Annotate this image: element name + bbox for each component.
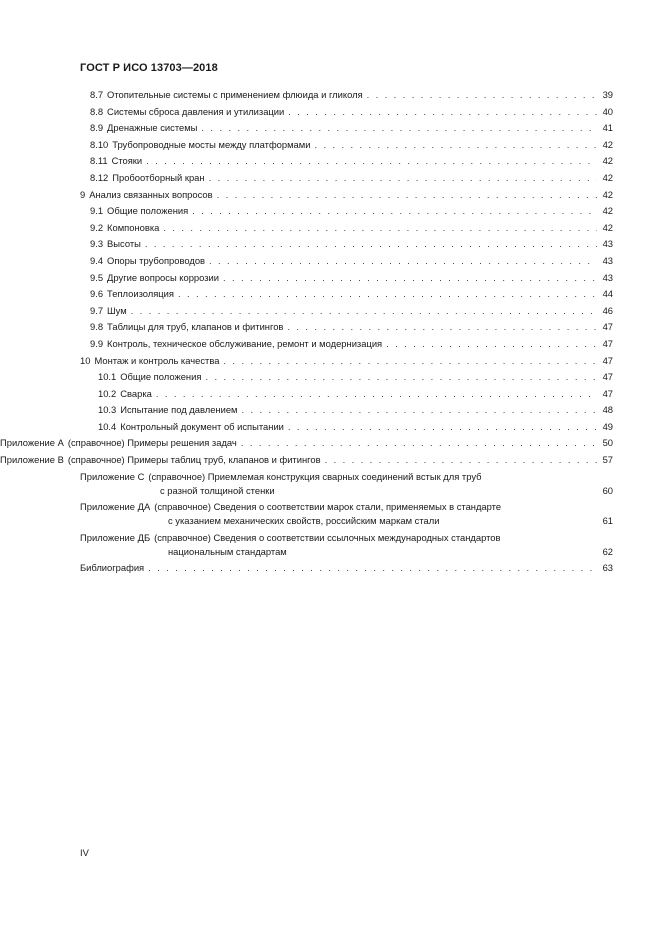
toc-page-number: 43 — [602, 271, 613, 283]
toc-entry-title: Дренажные системы — [107, 122, 198, 134]
toc-entry-first-line — [80, 531, 613, 545]
toc-entry-title: Общие положения — [120, 371, 202, 383]
toc-page-number: 46 — [602, 304, 613, 316]
toc-entry-number: 8.12 — [90, 171, 109, 183]
toc-entry[interactable] — [0, 370, 661, 384]
toc-entry-number: 8.10 — [90, 138, 109, 150]
toc-entry-number: 9.9 — [90, 337, 104, 349]
toc-entry[interactable] — [0, 420, 661, 434]
toc-entry[interactable] — [0, 354, 661, 368]
toc-page-number: 50 — [602, 437, 613, 449]
toc-page-number: 42 — [602, 205, 613, 217]
toc-entry[interactable] — [0, 188, 661, 202]
toc-page-number: 60 — [602, 484, 613, 496]
toc-entry-label — [80, 354, 219, 368]
toc-entry-label — [98, 420, 284, 434]
toc-entry-label — [90, 204, 188, 218]
toc-entry[interactable] — [0, 304, 661, 318]
leader-dots — [242, 403, 598, 417]
toc-entry-number: 8.11 — [90, 155, 108, 167]
toc-page-number: 42 — [602, 221, 613, 233]
toc-entry-title: (справочное) Приемлемая конструкция сварных соединений встык для труб — [148, 470, 482, 482]
toc-page-number: 47 — [602, 371, 613, 383]
toc-entry-appendix[interactable] — [0, 531, 661, 559]
toc-page-number: 47 — [602, 337, 613, 349]
leader-dots — [223, 354, 597, 368]
toc-entry-label — [80, 188, 213, 202]
toc-entry[interactable] — [0, 387, 661, 401]
leader-dots — [288, 420, 597, 434]
toc-entry-title: Теплоизоляция — [107, 288, 174, 300]
toc-page-number: 43 — [602, 238, 613, 250]
toc-page-number: 43 — [602, 254, 613, 266]
toc-page-number: 48 — [602, 404, 613, 416]
toc-entry-label — [90, 337, 382, 351]
leader-dots — [148, 561, 597, 575]
toc-entry-number: 9.4 — [90, 254, 104, 266]
toc-entry[interactable] — [0, 403, 661, 417]
page-number: IV — [80, 847, 89, 858]
toc-page-number: 61 — [602, 515, 613, 527]
toc-entry-title-cont: национальным стандартам — [168, 545, 287, 557]
toc-entry-title: Системы сброса давления и утилизации — [107, 105, 285, 117]
toc-page-number: 42 — [602, 138, 613, 150]
toc-entry-number: Приложение ДА — [80, 501, 151, 513]
toc-entry-number: 9.2 — [90, 221, 104, 233]
leader-dots — [314, 138, 597, 152]
toc-page-number: 41 — [602, 122, 613, 134]
toc-entry-title: Контрольный документ об испытании — [120, 420, 284, 432]
toc-entry-title-cont: с указанием механических свойств, российским маркам стали — [168, 515, 440, 527]
toc-entry-continuation — [80, 484, 613, 498]
leader-dots — [201, 121, 597, 135]
toc-entry-number: Приложение В — [0, 454, 64, 466]
leader-dots — [386, 337, 597, 351]
toc-entry-label — [90, 237, 141, 251]
toc-entry-title: Контроль, техническое обслуживание, ремонт и модернизация — [107, 337, 383, 349]
toc-entry-continuation — [80, 545, 613, 559]
toc-entry[interactable] — [0, 453, 661, 467]
toc-entry-title: Трубопроводные мосты между платформами — [112, 138, 311, 150]
toc-entry-label — [90, 304, 127, 318]
toc-entry[interactable] — [0, 287, 661, 301]
toc-page-number: 63 — [602, 562, 613, 574]
leader-dots — [156, 387, 597, 401]
toc-page-number: 42 — [602, 171, 613, 183]
toc-entry-label — [90, 88, 363, 102]
leader-dots — [145, 237, 597, 251]
toc-entry-title: Библиография — [80, 562, 145, 574]
toc-entry-title: (справочное) Примеры таблиц труб, клапанов и фитингов — [67, 454, 321, 466]
toc-entry-number: 8.7 — [90, 89, 104, 100]
toc-entry-title: (справочное) Сведения о соответствии ссылочных международных стандартов — [154, 531, 501, 543]
toc-entry-number: 9.7 — [90, 304, 104, 316]
toc-entry-label — [90, 254, 205, 268]
toc-entry-label — [98, 370, 201, 384]
toc-entry-title: Монтаж и контроль качества — [94, 354, 220, 366]
toc-page-number: 39 — [602, 89, 613, 100]
toc-entry-title: Другие вопросы коррозии — [107, 271, 220, 283]
toc-page-number: 47 — [602, 321, 613, 333]
toc-entry-title: Пробоотборный кран — [112, 171, 205, 183]
toc-entry-title: (справочное) Сведения о соответствии марок стали, применяемых в стандарте — [154, 501, 502, 513]
toc-entry-title: Анализ связанных вопросов — [89, 188, 213, 200]
toc-entry-label — [90, 105, 284, 119]
toc-page-number: 57 — [602, 454, 613, 466]
toc-entry-title-cont: с разной толщиной стенки — [160, 484, 275, 496]
toc-page-number: 62 — [602, 545, 613, 557]
toc-entry[interactable] — [0, 154, 661, 168]
toc-entry-label — [90, 271, 219, 285]
toc-entry-continuation — [80, 514, 613, 528]
toc-entry[interactable] — [0, 121, 661, 135]
toc-entry-number: 8.9 — [90, 122, 104, 134]
toc-entry-title: Испытание под давлением — [120, 404, 238, 416]
toc-page-number: 49 — [602, 420, 613, 432]
toc-page-number: 42 — [602, 155, 613, 167]
toc-entry-label — [90, 171, 205, 185]
toc-entry-first-line — [80, 470, 613, 484]
toc-entry-number: Приложение ДБ — [80, 531, 151, 543]
toc-entry-number: Приложение С — [80, 470, 145, 482]
toc-entry-label — [90, 121, 197, 135]
toc-entry-appendix[interactable] — [0, 500, 661, 528]
toc-entry[interactable] — [0, 105, 661, 119]
toc-entry-label — [0, 436, 237, 450]
leader-dots — [325, 453, 597, 467]
leader-dots — [223, 271, 597, 285]
toc-entry[interactable] — [0, 436, 661, 450]
toc-page-number: 42 — [602, 188, 613, 200]
toc-entry-title: Стояки — [111, 155, 143, 167]
toc-entry-number: Приложение А — [0, 437, 64, 449]
toc-entry-label — [0, 453, 321, 467]
leader-dots — [288, 105, 597, 119]
toc-entry-title: Отопительные системы с применением флюида и гликоля — [107, 89, 363, 100]
toc-entry-number: 9.8 — [90, 321, 104, 333]
toc-entry-label — [90, 154, 142, 168]
toc-entry-number: 9 — [80, 188, 86, 200]
toc-entry[interactable] — [0, 138, 661, 152]
leader-dots — [209, 254, 597, 268]
toc-entry-first-line — [80, 500, 613, 514]
toc-entry-appendix[interactable] — [0, 470, 661, 498]
leader-dots — [146, 154, 597, 168]
toc-entry-bibliography[interactable] — [0, 561, 661, 575]
toc-entry-title: Высоты — [107, 238, 141, 250]
leader-dots — [131, 304, 597, 318]
toc-entry-number: 10.1 — [98, 371, 117, 383]
toc-page-number: 47 — [602, 387, 613, 399]
toc-entry-number: 9.6 — [90, 288, 104, 300]
leader-dots — [205, 370, 597, 384]
toc-entry-number: 10.4 — [98, 420, 117, 432]
toc-entry-title: Таблицы для труб, клапанов и фитингов — [107, 321, 284, 333]
toc-entry[interactable] — [0, 237, 661, 251]
leader-dots — [287, 320, 597, 334]
toc-entry[interactable] — [0, 171, 661, 185]
toc-entry-title: Компоновка — [107, 221, 160, 233]
toc-entry-title: Опоры трубопроводов — [107, 254, 206, 266]
toc-entry-number: 10.3 — [98, 404, 117, 416]
toc-entry-label — [90, 287, 174, 301]
toc-entry-title: Шум — [107, 304, 127, 316]
toc-entry-label — [90, 320, 283, 334]
toc-entry-number: 9.3 — [90, 238, 104, 250]
toc-entry-label — [90, 138, 310, 152]
toc-entry[interactable] — [0, 204, 661, 218]
toc-page-number: 44 — [602, 288, 613, 300]
leader-dots — [209, 171, 597, 185]
toc-entry-title: Сварка — [120, 387, 152, 399]
toc-entry[interactable] — [0, 320, 661, 334]
toc-entry[interactable] — [0, 221, 661, 235]
toc-entry-number: 9.1 — [90, 205, 104, 217]
toc-entry[interactable] — [0, 88, 661, 102]
toc-entry-label — [90, 221, 159, 235]
toc-entry-number: 10 — [80, 354, 91, 366]
toc-page-number: 47 — [602, 354, 613, 366]
toc-entry-label — [98, 403, 238, 417]
leader-dots — [178, 287, 597, 301]
toc-entry[interactable] — [0, 271, 661, 285]
leader-dots — [367, 88, 597, 102]
leader-dots — [163, 221, 597, 235]
toc-entry-number: 8.8 — [90, 105, 104, 117]
toc-page-number: 40 — [602, 105, 613, 117]
toc-entry[interactable] — [0, 337, 661, 351]
toc-entry-label — [98, 387, 152, 401]
document-header: ГОСТ Р ИСО 13703—2018 — [80, 62, 218, 74]
leader-dots — [192, 204, 597, 218]
leader-dots — [241, 436, 597, 450]
table-of-contents — [0, 88, 661, 578]
leader-dots — [217, 188, 597, 202]
toc-entry-title: (справочное) Примеры решения задач — [67, 437, 237, 449]
toc-entry-title: Общие положения — [107, 205, 189, 217]
toc-entry-number: 9.5 — [90, 271, 104, 283]
toc-entry[interactable] — [0, 254, 661, 268]
toc-entry-number: 10.2 — [98, 387, 117, 399]
